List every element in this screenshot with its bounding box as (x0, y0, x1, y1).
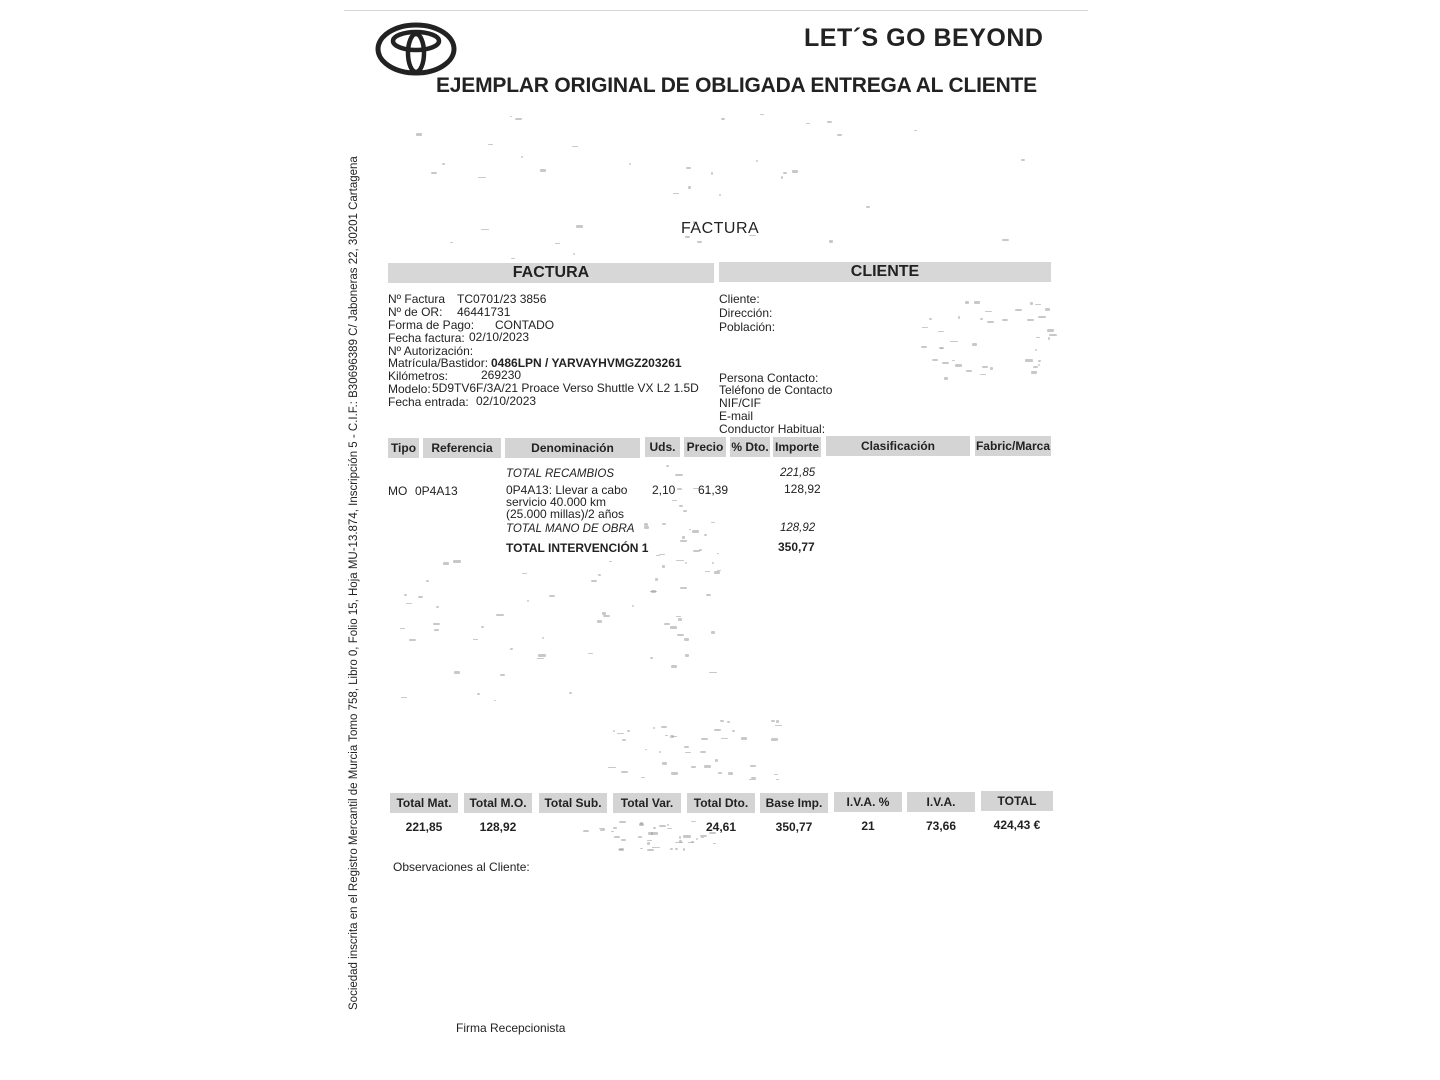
firma-label: Firma Recepcionista (456, 1021, 566, 1035)
scan-speck (661, 726, 667, 727)
scan-speck (406, 603, 412, 604)
scan-speck (950, 341, 958, 342)
scan-speck (511, 258, 516, 259)
scan-speck (629, 163, 631, 166)
scan-speck (1031, 371, 1038, 374)
scan-speck (598, 574, 601, 576)
col-header-dto: % Dto. (730, 437, 770, 457)
totals-header: Total Var. (613, 793, 681, 813)
scan-speck (510, 116, 512, 117)
scan-speck (662, 565, 665, 567)
scan-speck (622, 739, 627, 742)
line-tipo: MO (388, 484, 408, 498)
scan-speck (1002, 239, 1008, 241)
scan-speck (650, 657, 653, 659)
toyota-logo (375, 22, 457, 76)
scan-speck (1002, 319, 1009, 321)
totals-header: Total Sub. (539, 793, 607, 813)
scan-speck (719, 194, 722, 195)
scan-speck (653, 827, 656, 830)
totals-header: I.V.A. % (834, 792, 902, 812)
scan-speck (418, 596, 423, 598)
scan-speck (443, 562, 449, 565)
scan-speck (685, 752, 691, 753)
scan-speck (677, 488, 682, 490)
scan-speck (644, 526, 649, 529)
scan-speck (599, 828, 605, 829)
field-label: Modelo: (388, 382, 431, 396)
col-header-uds: Uds. (645, 437, 680, 457)
col-header-clasificacion: Clasificación (826, 436, 970, 456)
scan-speck (401, 697, 407, 698)
scan-speck (704, 534, 707, 535)
line-uds: 2,10 (652, 483, 676, 497)
scan-speck (700, 751, 707, 753)
scan-speck (619, 821, 626, 823)
total-mat-value: 221,85 (405, 820, 443, 834)
scan-speck (714, 571, 721, 573)
scan-speck (651, 590, 657, 593)
registry-side-text: Sociedad inscrita en el Registro Mercantil de Murcia Tomo 758, Libro 0, Folio 15, Hoja MU-13.874, Inscripción 5 - C.I.F.: B30696389 C/ Jaboneras 22, 30201 Cartagena (348, 156, 360, 1010)
scan-speck (662, 523, 666, 524)
scan-speck (672, 500, 676, 501)
scan-speck (576, 225, 583, 228)
scan-speck (711, 631, 715, 634)
scan-speck (711, 522, 714, 523)
scan-speck (659, 554, 664, 555)
plate-vin: 0486LPN / YARVAYHVMGZ203261 (491, 356, 682, 370)
scan-speck (431, 172, 437, 174)
nif-label: NIF/CIF (719, 396, 761, 410)
scan-speck (728, 772, 732, 774)
scan-speck (641, 777, 645, 779)
scan-speck (659, 751, 661, 753)
scan-speck (678, 618, 682, 621)
totals-header: TOTAL (981, 791, 1053, 811)
direccion-label: Dirección: (719, 306, 773, 320)
base-imp-value: 350,77 (775, 820, 813, 834)
scan-speck (510, 648, 513, 650)
scan-speck (618, 849, 623, 850)
scan-speck (671, 665, 676, 668)
scan-speck (677, 634, 684, 636)
factura-section-header: FACTURA (388, 263, 714, 283)
scan-speck (696, 838, 698, 840)
scan-speck (776, 779, 780, 780)
scan-speck (675, 842, 682, 844)
scan-speck (638, 836, 641, 837)
scan-speck (573, 253, 575, 255)
line-denominacion: servicio 40.000 km (506, 495, 607, 509)
scan-speck (683, 510, 687, 511)
scan-speck (679, 836, 682, 839)
totals-header: Total Dto. (687, 793, 755, 813)
col-header-tipo: Tipo (388, 438, 419, 458)
scan-speck (741, 737, 747, 740)
scan-speck (686, 167, 691, 170)
scan-speck (792, 170, 799, 172)
scan-speck (1027, 319, 1035, 320)
scan-speck (515, 118, 523, 121)
scan-speck (640, 822, 643, 825)
scan-speck (477, 693, 480, 695)
scan-speck (718, 772, 721, 773)
scan-speck (751, 777, 755, 779)
scan-speck (705, 571, 710, 572)
invoice-number: TC0701/23 3856 (457, 292, 547, 306)
field-label: Forma de Pago: (388, 318, 475, 332)
scan-speck (434, 629, 439, 630)
scan-speck (965, 301, 969, 304)
line-denominacion: (25.000 millas)/2 años (506, 507, 625, 521)
scan-speck (673, 193, 679, 195)
col-header-referencia: Referencia (423, 438, 501, 458)
iva-pct-value: 21 (861, 819, 875, 833)
scan-speck (555, 243, 560, 244)
totals-header: Total M.O. (464, 793, 532, 813)
scan-speck (665, 735, 668, 736)
scan-speck (621, 771, 628, 774)
scan-speck (436, 606, 439, 608)
scan-speck (727, 721, 730, 723)
scan-speck (1035, 304, 1041, 305)
scan-speck (621, 839, 626, 841)
scan-speck (980, 318, 983, 320)
total-recambios-label: TOTAL RECAMBIOS (506, 468, 614, 480)
col-header-denominacion: Denominación (505, 438, 640, 458)
field-label: Fecha entrada: (388, 395, 469, 409)
entry-date: 02/10/2023 (476, 394, 537, 408)
cliente-label: Cliente: (719, 292, 760, 306)
total-mo-value: 128,92 (479, 820, 517, 834)
scan-speck (481, 626, 484, 628)
scan-speck (453, 560, 460, 563)
col-header-precio: Precio (684, 437, 726, 457)
scan-speck (749, 779, 756, 780)
scan-speck (1021, 159, 1026, 161)
scan-speck (426, 580, 429, 582)
scan-speck (627, 730, 631, 732)
email-label: E-mail (719, 409, 754, 423)
scan-speck (613, 827, 617, 829)
scan-speck (776, 720, 779, 722)
scan-speck (537, 658, 544, 659)
scan-speck (1025, 359, 1033, 362)
scan-speck (683, 848, 685, 851)
scan-speck (771, 738, 778, 740)
scan-speck (775, 725, 782, 726)
telefono-label: Teléfono de Contacto (719, 383, 833, 397)
scan-speck (670, 848, 673, 850)
scan-speck (478, 177, 486, 178)
scan-speck (955, 364, 962, 366)
scan-speck (645, 749, 647, 750)
scan-speck (929, 318, 932, 320)
scan-speck (827, 121, 832, 122)
scan-speck (940, 348, 943, 349)
scan-speck (442, 163, 445, 165)
total-dto-value: 24,61 (705, 820, 737, 834)
scan-speck (404, 594, 407, 596)
scan-speck (684, 746, 688, 747)
scan-speck (688, 186, 690, 189)
scan-speck (985, 311, 992, 312)
scan-speck (662, 762, 667, 765)
scan-speck (691, 766, 696, 769)
scan-speck (774, 774, 777, 775)
field-label: Fecha factura: (388, 331, 465, 345)
scan-speck (602, 612, 606, 615)
scan-speck (1038, 364, 1040, 366)
scan-speck (454, 671, 459, 673)
scan-speck (644, 523, 648, 526)
scan-speck (613, 730, 616, 732)
total-intervencion-label: TOTAL INTERVENCIÓN 1 (506, 541, 649, 555)
scan-speck (572, 146, 578, 147)
scan-speck (750, 765, 756, 767)
total-mano-obra-value: 128,92 (780, 522, 816, 534)
scan-speck (700, 835, 707, 837)
scan-speck (966, 370, 972, 372)
invoice-date: 02/10/2023 (469, 330, 530, 344)
scan-speck (701, 837, 705, 838)
scan-speck (692, 530, 699, 533)
iva-value: 73,66 (925, 819, 957, 833)
document-title: FACTURA (681, 220, 760, 237)
top-rule (344, 10, 1088, 11)
scan-speck (433, 623, 440, 624)
scan-speck (647, 842, 651, 845)
scan-speck (1036, 337, 1040, 338)
scan-speck (653, 727, 656, 728)
line-referencia: 0P4A13 (415, 484, 458, 498)
field-label: Matrícula/Bastidor: (388, 356, 489, 370)
scan-speck (666, 465, 668, 467)
scan-speck (611, 831, 614, 833)
scan-speck (714, 729, 721, 731)
scan-speck (591, 580, 597, 582)
slogan: LET´S GO BEYOND (804, 24, 1044, 52)
scan-speck (488, 144, 493, 145)
scan-speck (715, 759, 718, 762)
scan-speck (675, 474, 683, 476)
scan-speck (1015, 309, 1022, 312)
scan-speck (597, 620, 602, 623)
scan-speck (771, 720, 775, 722)
scan-speck (980, 374, 986, 375)
scan-speck (783, 172, 787, 175)
scan-speck (701, 738, 708, 741)
kilometers: 269230 (481, 368, 522, 382)
scan-speck (648, 832, 653, 835)
scan-speck (689, 529, 692, 530)
scan-speck (829, 240, 832, 243)
cliente-section-header: CLIENTE (719, 262, 1051, 282)
scan-speck (494, 700, 496, 701)
scan-speck (614, 836, 620, 838)
scan-speck (952, 360, 955, 361)
field-label: Nº de OR: (388, 305, 443, 319)
scan-speck (670, 626, 677, 629)
scan-speck (1048, 337, 1050, 340)
field-label: Nº Factura (388, 292, 446, 306)
line-denominacion: 0P4A13: Llevar a cabo (506, 483, 628, 497)
col-header-importe: Importe (773, 437, 821, 457)
scan-speck (682, 536, 685, 539)
scan-speck (699, 549, 702, 551)
scan-speck (709, 672, 717, 673)
scan-speck (1049, 334, 1057, 336)
totals-header: I.V.A. (907, 792, 975, 812)
scan-speck (473, 639, 479, 640)
scan-speck (688, 842, 694, 843)
scan-speck (982, 366, 987, 369)
scan-speck (450, 242, 452, 243)
scan-speck (922, 327, 928, 328)
scan-speck (652, 847, 660, 848)
scan-speck (974, 301, 979, 304)
scan-speck (1033, 366, 1037, 369)
scan-speck (756, 160, 759, 163)
poblacion-label: Población: (719, 320, 776, 334)
persona-contacto-label: Persona Contacto: (719, 371, 819, 385)
scan-speck (685, 654, 689, 656)
scan-speck (676, 616, 681, 617)
scan-speck (942, 362, 949, 364)
scan-speck (609, 561, 611, 562)
totals-header: Total Mat. (390, 793, 458, 813)
scan-speck (676, 560, 683, 561)
scan-speck (972, 343, 976, 346)
scan-speck (496, 614, 503, 616)
scan-speck (409, 639, 415, 641)
scan-speck (481, 229, 488, 231)
scan-speck (540, 169, 546, 171)
scan-speck (721, 738, 728, 740)
scan-speck (958, 316, 960, 318)
field-label: Nº Autorización: (388, 344, 474, 358)
scan-speck (542, 637, 544, 640)
scan-speck (711, 172, 713, 175)
scan-speck (732, 730, 735, 733)
scan-speck (697, 241, 703, 243)
scan-speck (617, 733, 624, 734)
scan-speck (647, 849, 654, 850)
scan-speck (717, 553, 719, 555)
scan-speck (538, 654, 546, 657)
scan-speck (522, 573, 527, 574)
scan-speck (685, 562, 688, 564)
scan-speck (781, 176, 784, 179)
scan-speck (713, 843, 716, 845)
grand-total-value: 424,43 € (993, 818, 1041, 832)
scan-speck (588, 653, 593, 654)
scan-speck (806, 123, 810, 124)
observaciones-label: Observaciones al Cliente: (393, 860, 530, 874)
scan-speck (527, 600, 529, 602)
scan-speck (1038, 316, 1046, 319)
scan-speck (1035, 349, 1038, 352)
totals-header: Base Imp. (760, 793, 828, 813)
scan-speck (659, 825, 666, 827)
scan-speck (549, 595, 556, 597)
scan-speck (500, 674, 505, 676)
scan-speck (987, 321, 994, 323)
col-header-fabric: Fabric/Marca (975, 436, 1051, 456)
scan-speck (600, 829, 606, 831)
scan-speck (671, 772, 677, 774)
scan-speck (667, 828, 672, 829)
scan-speck (680, 540, 687, 542)
scan-speck (1030, 302, 1032, 305)
scan-speck (1045, 308, 1050, 311)
scan-speck (608, 767, 616, 768)
scan-speck (583, 830, 588, 832)
scan-speck (914, 130, 917, 131)
scan-speck (400, 628, 405, 629)
line-precio: 61,39 (698, 483, 729, 497)
scan-speck (683, 835, 691, 838)
scan-speck (921, 346, 928, 348)
conductor-label: Conductor Habitual: (719, 422, 826, 436)
scan-speck (679, 505, 683, 507)
scan-speck (603, 615, 610, 616)
scan-speck (721, 118, 725, 120)
scan-speck (569, 692, 572, 694)
scan-speck (704, 765, 711, 767)
scan-speck (944, 377, 947, 380)
scan-speck (932, 359, 938, 360)
scan-speck (938, 331, 945, 333)
scan-speck (1047, 329, 1053, 332)
scan-speck (675, 848, 678, 851)
payment-method: CONTADO (495, 318, 555, 332)
scan-speck (640, 848, 643, 849)
total-mano-obra-label: TOTAL MANO DE OBRA (506, 523, 635, 535)
scan-speck (990, 367, 994, 369)
scan-speck (866, 206, 870, 208)
scan-speck (837, 134, 842, 136)
scan-speck (720, 720, 723, 722)
total-intervencion-value: 350,77 (778, 540, 815, 554)
scan-speck (1038, 360, 1041, 361)
vehicle-model: 5D9TV6F/3A/21 Proace Verso Shuttle VX L2 1.5D (432, 381, 699, 395)
document-heading: EJEMPLAR ORIGINAL DE OBLIGADA ENTREGA AL CLIENTE (436, 74, 1037, 97)
scan-speck (521, 156, 523, 158)
total-recambios-value: 221,85 (780, 467, 816, 479)
scan-speck (664, 623, 670, 625)
scan-speck (656, 555, 660, 556)
or-number: 46441731 (457, 305, 511, 319)
scan-speck (667, 824, 669, 825)
line-importe: 128,92 (784, 482, 821, 496)
scan-speck (632, 605, 634, 607)
scan-speck (712, 562, 715, 563)
scan-speck (416, 133, 422, 135)
scan-speck (684, 638, 690, 641)
scan-speck (655, 578, 658, 580)
field-label: Kilómetros: (388, 369, 449, 383)
scan-speck (706, 594, 711, 596)
scan-speck (760, 114, 764, 116)
scan-speck (680, 587, 687, 590)
scan-speck (647, 840, 652, 841)
